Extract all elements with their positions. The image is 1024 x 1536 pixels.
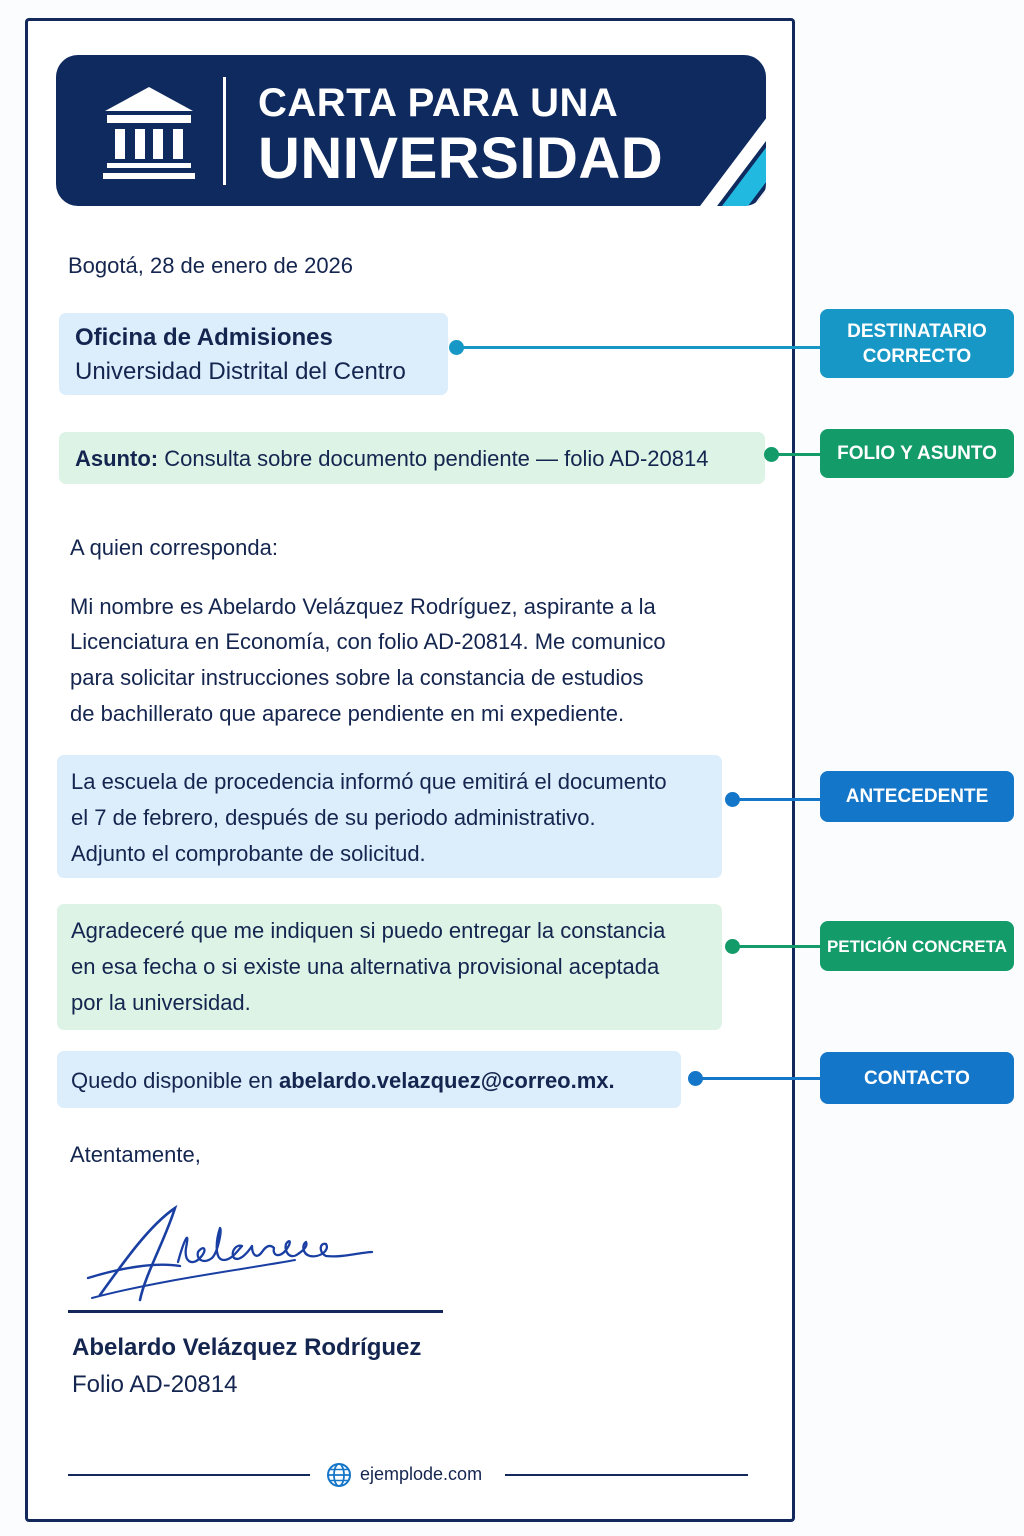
globe-icon: [326, 1462, 352, 1488]
paragraph-line: por la universidad.: [71, 990, 251, 1015]
annotation-tag-contact: [820, 1052, 1014, 1104]
request-box: [57, 904, 722, 1030]
connector-line: [695, 1077, 822, 1080]
paragraph-line: Agradeceré que me indiquen si puedo entregar la constancia: [71, 918, 666, 943]
sender-folio: Folio AD-20814: [72, 1371, 238, 1398]
header-banner: [56, 55, 766, 206]
annotation-tag-subject: [820, 429, 1014, 478]
paragraph-line: La escuela de procedencia informó que emitirá el documento: [71, 769, 667, 794]
handwritten-signature: [80, 1200, 380, 1305]
annotation-tag-background: [820, 771, 1014, 822]
background-box: [57, 755, 722, 878]
contact-prefix: Quedo disponible en: [71, 1068, 273, 1093]
paragraph-line: de bachillerato que aparece pendiente en mi expediente.: [70, 701, 625, 726]
footer-rule-left: [68, 1474, 310, 1476]
signature-line: [68, 1310, 443, 1313]
contact-line: [71, 1063, 615, 1099]
paragraph-line: para solicitar instrucciones sobre la constancia de estudios: [70, 665, 644, 690]
connector-line: [732, 945, 822, 948]
header-title-line2: UNIVERSIDAD: [258, 126, 664, 191]
contact-box: [57, 1051, 681, 1108]
header-title-line1: CARTA PARA UNA: [258, 81, 619, 125]
connector-line: [732, 798, 822, 801]
footer-site[interactable]: ejemplode.com: [360, 1464, 483, 1484]
connector-line: [456, 346, 822, 349]
annotation-tag-label: DESTINATARIO: [847, 320, 987, 342]
recipient-office: Oficina de Admisiones: [75, 324, 333, 351]
paragraph-line: Adjunto el comprobante de solicitud.: [71, 841, 426, 866]
annotation-tag-label: PETICIÓN CONCRETA: [826, 936, 1008, 956]
paragraph-line: el 7 de febrero, después de su periodo administrativo.: [71, 805, 596, 830]
recipient-box: [59, 313, 448, 395]
header-divider: [223, 77, 226, 185]
annotation-tag-label: FOLIO Y ASUNTO: [837, 443, 997, 464]
footer-rule-right: [505, 1474, 748, 1476]
annotation-tag-request: [820, 921, 1014, 971]
recipient-university: Universidad Distrital del Centro: [75, 358, 406, 385]
greeting: A quien corresponda:: [70, 535, 278, 560]
subject-box: [59, 432, 765, 484]
university-building-icon: [103, 85, 195, 181]
closing: Atentamente,: [70, 1142, 201, 1167]
annotation-tag-label: ANTECEDENTE: [845, 786, 989, 807]
paragraph-line: Mi nombre es Abelardo Velázquez Rodríguez, aspirante a la: [70, 594, 656, 619]
subject-line: [75, 441, 708, 477]
sender-name: Abelardo Velázquez Rodríguez: [72, 1334, 422, 1361]
annotation-tag-label: CONTACTO: [864, 1067, 970, 1089]
annotation-tag-label: CORRECTO: [862, 345, 972, 367]
subject-label: Asunto:: [75, 446, 159, 471]
place-date: Bogotá, 28 de enero de 2026: [68, 253, 354, 278]
contact-email[interactable]: abelardo.velazquez@correo.mx.: [278, 1068, 615, 1093]
paragraph-line: Licenciatura en Economía, con folio AD-20814. Me comunico: [70, 629, 666, 654]
subject-text: Consulta sobre documento pendiente — folio AD-20814: [164, 446, 709, 471]
paragraph-line: en esa fecha o si existe una alternativa provisional aceptada: [71, 954, 660, 979]
annotation-tag-recipient: [820, 309, 1014, 378]
connector-line: [771, 453, 822, 456]
